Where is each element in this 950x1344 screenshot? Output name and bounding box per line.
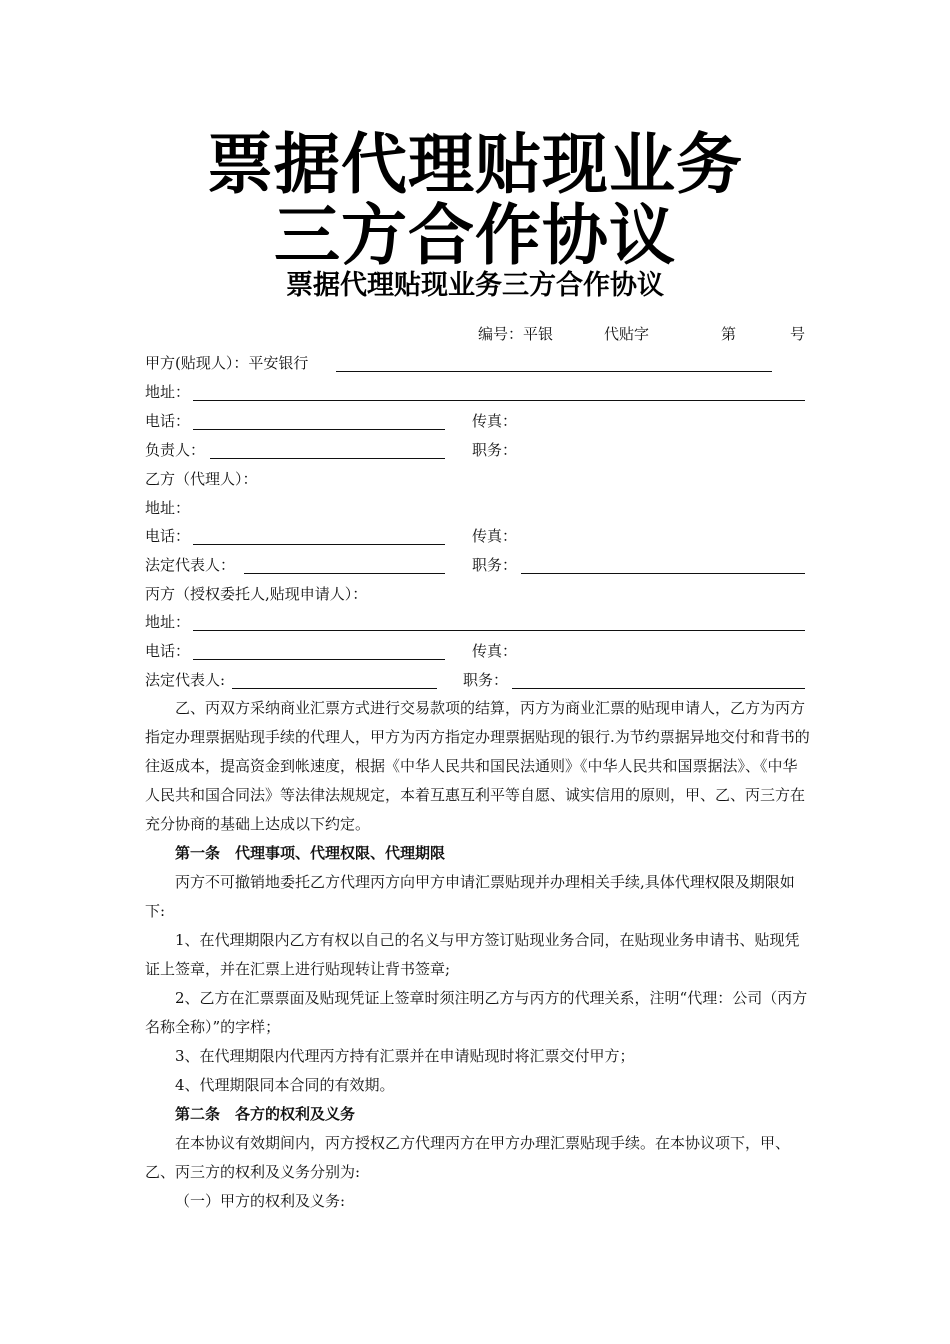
party-c-address-label: 地址： xyxy=(145,613,191,631)
number-label: 编号：平银 xyxy=(478,325,554,343)
party-c-rep-label: 法定代表人: xyxy=(145,671,226,689)
party-b-rep-field[interactable] xyxy=(244,573,445,574)
party-a-address-field[interactable] xyxy=(193,400,805,401)
party-b-rep-label: 法定代表人： xyxy=(145,556,236,574)
party-a-person-label: 负责人： xyxy=(145,441,206,459)
party-a-phone-field[interactable] xyxy=(193,429,445,430)
party-a-heading: 甲方(贴现人）：平安银行 xyxy=(145,354,309,372)
party-a-person-field[interactable] xyxy=(210,458,445,459)
article-2-section-1: （一）甲方的权利及义务: xyxy=(175,1192,346,1210)
party-a-name-field[interactable] xyxy=(336,371,772,372)
party-c-position-field[interactable] xyxy=(512,688,805,689)
main-title-line2: 三方合作协议 xyxy=(274,197,676,274)
party-b-phone-label: 电话： xyxy=(145,527,191,545)
party-b-phone-field[interactable] xyxy=(193,544,445,545)
main-title-line1: 票据代理贴现业务 xyxy=(207,126,743,203)
party-b-address-label: 地址： xyxy=(145,499,191,517)
party-a-fax-label: 传真： xyxy=(472,412,518,430)
number-di: 第 xyxy=(721,325,737,343)
number-hao: 号 xyxy=(790,325,806,343)
article-1-item-3: 3、在代理期限内代理丙方持有汇票并在申请贴现时将汇票交付甲方； xyxy=(175,1047,635,1065)
article-1-item-4: 4、代理期限同本合同的有效期。 xyxy=(175,1076,395,1094)
number-mid: 代贴字 xyxy=(604,325,650,343)
party-b-position-label: 职务： xyxy=(472,556,518,574)
intro-paragraph: 乙、丙双方采纳商业汇票方式进行交易款项的结算，丙方为商业汇票的贴现申请人，乙方为丙方指定办理票据贴现手续的代理人，甲方为丙方指定办理票据贴现的银行.为节约票据异地交付和背书的往返成本，提高资金到帐速度，根据《中华人民共和国民法通则》《中华人民共和国票据法》、《中华人民共和国合同法》等法律法规规定，本着互惠互利平等自愿、诚实信用的原则，甲、乙、丙三方在充分协商的基础上达成以下约定。 xyxy=(145,699,810,833)
party-b-position-field[interactable] xyxy=(521,573,805,574)
article-2-title: 第二条 各方的权利及义务 xyxy=(175,1105,356,1123)
agreement-body xyxy=(145,694,810,1216)
party-c-phone-field[interactable] xyxy=(193,659,445,660)
party-c-fax-label: 传真： xyxy=(472,642,518,660)
party-c-position-label: 职务： xyxy=(463,671,509,689)
article-1-item-1: 1、在代理期限内乙方有权以自己的名义与甲方签订贴现业务合同，在贴现业务申请书、贴现凭证上签章，并在汇票上进行贴现转让背书签章; xyxy=(145,931,800,978)
party-c-address-field[interactable] xyxy=(193,630,805,631)
party-c-rep-field[interactable] xyxy=(232,688,437,689)
article-1-title: 第一条 代理事项、代理权限、代理期限 xyxy=(175,844,446,862)
party-a-address-label: 地址： xyxy=(145,383,191,401)
article-2-paragraph: 在本协议有效期间内，丙方授权乙方代理丙方在甲方办理汇票贴现手续。在本协议项下，甲、乙、丙三方的权利及义务分别为: xyxy=(145,1134,791,1181)
party-a-phone-label: 电话： xyxy=(145,412,191,430)
party-b-heading: 乙方（代理人）： xyxy=(145,470,258,488)
subtitle: 票据代理贴现业务三方合作协议 xyxy=(286,270,664,301)
article-1-item-2: 2、乙方在汇票票面及贴现凭证上签章时须注明乙方与丙方的代理关系，注明“代理：公司（丙方名称全称）”的字样； xyxy=(145,989,808,1036)
party-c-phone-label: 电话： xyxy=(145,642,191,660)
party-a-position-label: 职务： xyxy=(472,441,518,459)
party-b-fax-label: 传真： xyxy=(472,527,518,545)
party-c-heading: 丙方（授权委托人,贴现申请人）： xyxy=(145,585,368,603)
article-1-paragraph: 丙方不可撤销地委托乙方代理丙方向甲方申请汇票贴现并办理相关手续,具体代理权限及期限如下: xyxy=(145,873,795,920)
